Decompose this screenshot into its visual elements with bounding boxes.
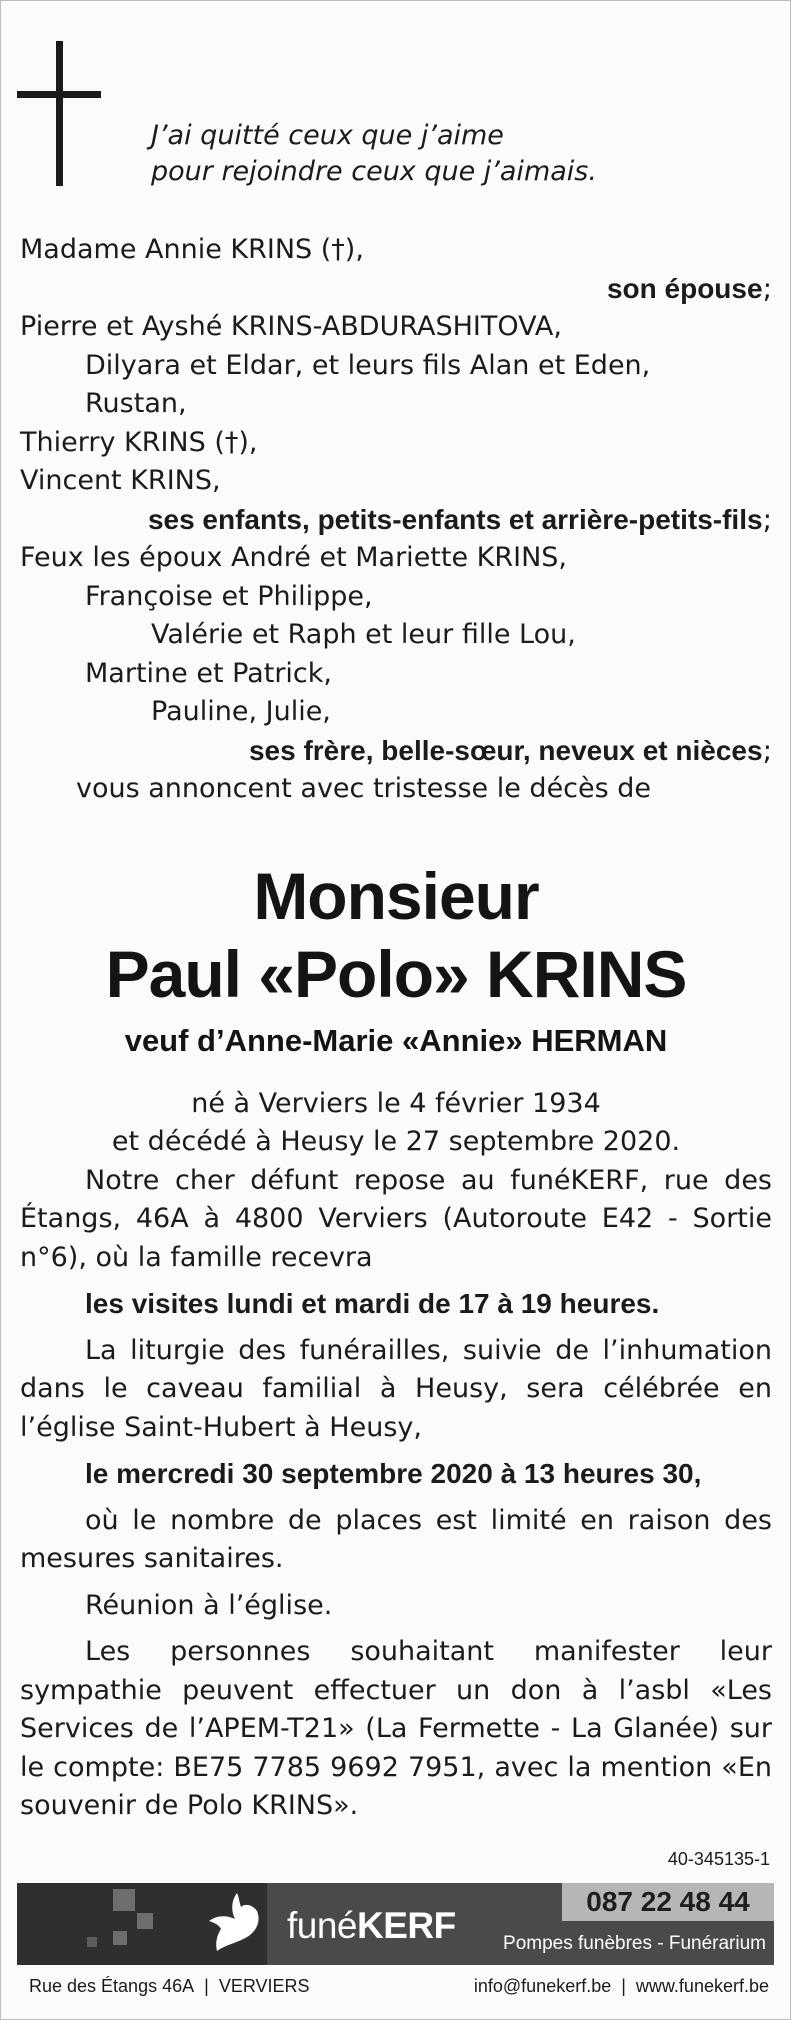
visits-line: les visites lundi et mardi de 17 à 19 heures. — [85, 1288, 660, 1319]
footer-online-group: info@funekerf.be | www.funekerf.be — [473, 1976, 769, 1996]
family-line: Thierry KRINS (†), — [20, 426, 258, 458]
relation-label: ses frère, belle-sœur, neveux et nièces; — [248, 733, 772, 767]
brand-logo: funéKERF — [287, 1905, 456, 1946]
relation-label: ses enfants, petits-enfants et arrière-petits-fils; — [147, 502, 772, 536]
footer-contact — [29, 1976, 769, 1997]
liturgy-paragraph: La liturgie des funérailles, suivie de l’inhumation dans le caveau familial à Heusy, sera célébrée en l’église Saint-Hubert à Heusy, — [20, 1334, 772, 1443]
announcement-intro: vous annoncent avec tristesse le décès de — [76, 773, 652, 804]
dove-logo-icon — [197, 1887, 267, 1957]
donation-paragraph: Les personnes souhaitant manifester leur sympathie peuvent effectuer un don à l’asbl «Les Services de l’APEM-T21» (La Fermette - La Glanée) sur le compte: BE75 7785 9692 7951, avec la mention «En souvenir de Polo KRINS». — [20, 1636, 772, 1821]
footer-address-group: Rue des Étangs 46A | VERVIERS — [29, 1976, 310, 1996]
family-line: Feux les époux André et Mariette KRINS, — [20, 542, 568, 573]
brand-tagline: Pompes funèbres - Funérarium — [503, 1933, 766, 1954]
rest-paragraph: Notre cher défunt repose au funéKERF, rue des Étangs, 46A à 4800 Verviers (Autoroute E42 - Sortie n°6), où la famille recevra — [20, 1164, 772, 1273]
family-line: Rustan, — [85, 388, 187, 419]
deceased-name: Paul «Polo» KRINS — [105, 936, 687, 1011]
family-line: Vincent KRINS, — [20, 465, 221, 496]
funeral-home-banner — [17, 1883, 774, 1965]
limit-paragraph: où le nombre de places est limité en raison des mesures sanitaires. — [20, 1504, 772, 1574]
reference-number: 40-345135-1 — [667, 1849, 770, 1869]
quote-line-2: pour rejoindre ceux que j’aimais. — [151, 156, 597, 187]
footer-email[interactable]: info@funekerf.be — [473, 1976, 612, 1996]
family-line: Valérie et Raph et leur fille Lou, — [151, 619, 576, 650]
death-line: et décédé à Heusy le 27 septembre 2020. — [111, 1126, 681, 1157]
family-line: Madame Annie KRINS (†), — [20, 234, 364, 265]
notice-content — [20, 231, 772, 1826]
footer-address: Rue des Étangs 46A — [29, 1976, 195, 1996]
widower-line: veuf d’Anne-Marie «Annie» HERMAN — [124, 1022, 668, 1058]
family-line: Dilyara et Eldar, et leurs fils Alan et Eden, — [85, 349, 651, 381]
cross-icon — [17, 41, 101, 186]
ceremony-date: le mercredi 30 septembre 2020 à 13 heures 30, — [85, 1458, 702, 1489]
family-line: Françoise et Philippe, — [85, 580, 373, 612]
quote-line-1: J’ai quitté ceux que j’aime — [151, 120, 504, 151]
birth-line: né à Verviers le 4 février 1934 — [191, 1087, 601, 1119]
deceased-name-block — [20, 857, 772, 1063]
family-line: Pierre et Ayshé KRINS-ABDURASHITOVA, — [20, 311, 562, 342]
meeting-line: Réunion à l’église. — [85, 1589, 333, 1621]
footer-city: VERVIERS — [218, 1976, 310, 1996]
phone-number[interactable]: 087 22 48 44 — [562, 1883, 774, 1921]
deceased-title: Monsieur — [253, 858, 539, 933]
epitaph-quote — [151, 118, 597, 190]
family-line: Pauline, Julie, — [151, 696, 331, 727]
footer-website[interactable]: www.funekerf.be — [635, 1976, 769, 1996]
relation-label: son épouse; — [606, 271, 772, 305]
family-line: Martine et Patrick, — [85, 657, 332, 689]
